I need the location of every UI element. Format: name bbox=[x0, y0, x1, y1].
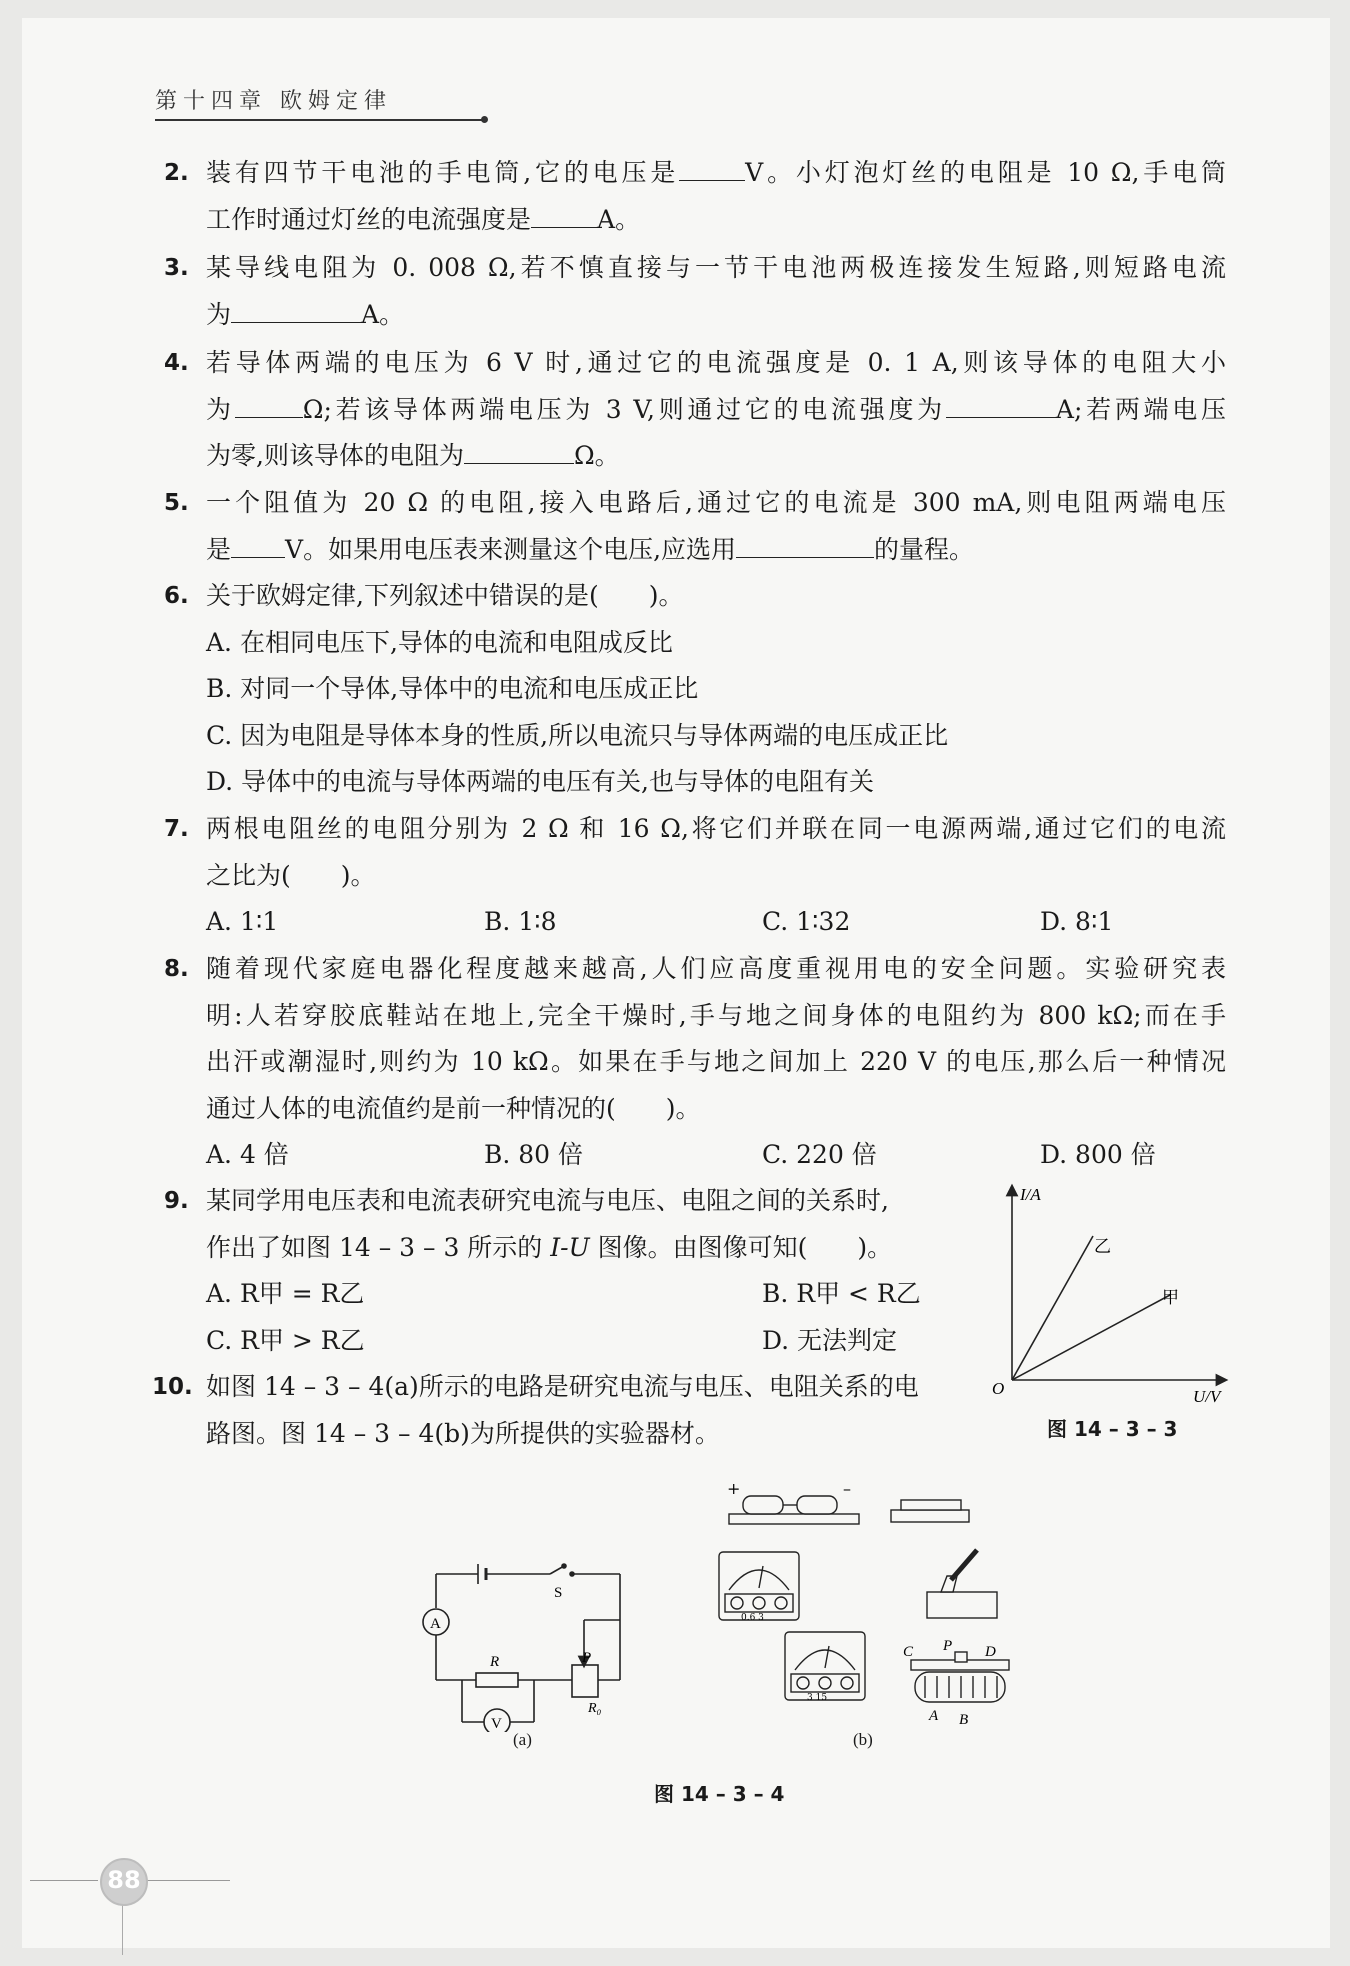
switch-base bbox=[891, 1510, 969, 1522]
question-stem: 关于欧姆定律,下列叙述中错误的是( )。 bbox=[206, 581, 684, 610]
question-5 bbox=[164, 480, 1226, 573]
question-line: 出汗或潮湿时,则约为 10 kΩ。如果在手与地之间加上 220 V 的电压,那么后一种情况 bbox=[206, 1047, 1226, 1076]
question-number: 6. bbox=[164, 583, 189, 609]
option-c: C. 1∶32 bbox=[762, 907, 851, 936]
battery-plus-label: + bbox=[727, 1480, 741, 1498]
resistor-label: R bbox=[490, 1654, 500, 1670]
footer-rule-right bbox=[146, 1880, 230, 1881]
rheostat bbox=[731, 1658, 732, 1659]
battery-box bbox=[729, 1514, 859, 1524]
question-line: 为零,则该导体的电阻为 Ω。 bbox=[206, 433, 1226, 480]
footer-rule-left bbox=[30, 1880, 98, 1881]
question-number: 2. bbox=[164, 160, 189, 186]
question-4 bbox=[164, 340, 1226, 480]
question-line: 作出了如图 14 – 3 – 3 所示的 I-U 图像。由图像可知( )。 bbox=[206, 1232, 893, 1262]
y-axis-label: I/A bbox=[1020, 1185, 1041, 1204]
rheostat-R0 bbox=[572, 1665, 598, 1697]
question-line: 一个阻值为 20 Ω 的电阻,接入电路后,通过它的电流是 300 mA,则电阻两端电压 bbox=[206, 488, 1226, 517]
options-row bbox=[206, 899, 1226, 946]
figure-14-3-4a-circuit bbox=[412, 1552, 642, 1732]
option-d: D. 导体中的电流与导体两端的电压有关,也与导体的电阻有关 bbox=[206, 767, 874, 796]
line-yi-label: 乙 bbox=[1094, 1237, 1111, 1257]
option-a: A. 4 倍 bbox=[206, 1140, 289, 1169]
question-9 bbox=[164, 1178, 986, 1364]
ammeter-label: A bbox=[430, 1616, 441, 1632]
options-row bbox=[206, 1132, 1226, 1179]
question-2 bbox=[164, 150, 1226, 243]
question-line: 为 Ω;若该导体两端电压为 3 V,则通过它的电流强度为 A;若两端电压 bbox=[206, 387, 1226, 434]
answer-blank bbox=[736, 532, 874, 558]
knife-switch bbox=[927, 1592, 997, 1618]
question-line: 通过人体的电流值约是前一种情况的( )。 bbox=[206, 1093, 701, 1123]
option-b: B. R甲 < R乙 bbox=[762, 1279, 921, 1308]
question-line: 是 V。如果用电压表来测量这个电压,应选用 的量程。 bbox=[206, 527, 1226, 574]
option-c: C. R甲 > R乙 bbox=[206, 1325, 365, 1355]
question-6 bbox=[164, 573, 1226, 806]
question-number: 8. bbox=[164, 956, 189, 982]
answer-blank bbox=[946, 392, 1056, 418]
x-axis-label: U/V bbox=[1193, 1387, 1221, 1406]
rheostat-terminal-a: A bbox=[929, 1708, 939, 1724]
figure-14-3-4-caption: 图 14 – 3 – 4 bbox=[654, 1782, 785, 1806]
question-10 bbox=[152, 1364, 986, 1457]
option-a: A. 1∶1 bbox=[206, 907, 279, 936]
option-c: C. 220 倍 bbox=[762, 1140, 877, 1169]
figure-14-3-3-caption: 图 14 – 3 – 3 bbox=[1047, 1417, 1178, 1441]
option-c: C. 因为电阻是导体本身的性质,所以电流只与导体两端的电压成正比 bbox=[206, 720, 949, 750]
figure-14-3-4a-label: (a) bbox=[513, 1730, 532, 1749]
question-line: 随着现代家庭电器化程度越来越高,人们应高度重视用电的安全问题。实验研究表 bbox=[206, 954, 1226, 983]
question-line: 如图 14 – 3 – 4(a)所示的电路是研究电流与电压、电阻关系的电 bbox=[206, 1372, 919, 1401]
answer-blank bbox=[235, 392, 303, 418]
resistor-R bbox=[476, 1673, 518, 1687]
answer-blank bbox=[464, 438, 574, 464]
options-row bbox=[206, 1271, 986, 1318]
line-jia-label: 甲 bbox=[1162, 1288, 1179, 1308]
question-number: 9. bbox=[164, 1188, 189, 1214]
question-number: 10. bbox=[152, 1374, 193, 1400]
question-line: 工作时通过灯丝的电流强度是 A。 bbox=[206, 197, 1226, 244]
battery-minus-label: – bbox=[843, 1480, 851, 1498]
ammeter-scale: 0.6 3 bbox=[741, 1613, 764, 1623]
footer-rule-vertical bbox=[122, 1905, 123, 1955]
answer-blank bbox=[531, 202, 597, 228]
header-rule-dot bbox=[481, 116, 488, 123]
option-b: B. 1∶8 bbox=[484, 907, 557, 936]
rheostat-terminal-d: D bbox=[985, 1644, 996, 1660]
question-line: 某同学用电压表和电流表研究电流与电压、电阻之间的关系时, bbox=[206, 1186, 889, 1215]
voltmeter-scale: 3 15 bbox=[807, 1693, 828, 1703]
question-3 bbox=[164, 245, 1226, 338]
question-number: 5. bbox=[164, 490, 189, 516]
option-b: B. 对同一个导体,导体中的电流和电压成正比 bbox=[206, 674, 699, 703]
question-number: 4. bbox=[164, 350, 189, 376]
voltmeter-label: V bbox=[491, 1716, 502, 1732]
figure-14-3-3-graph bbox=[990, 1180, 1230, 1410]
answer-blank bbox=[679, 155, 745, 181]
answer-blank bbox=[231, 532, 285, 558]
figure-14-3-4b-equipment bbox=[715, 1480, 1025, 1740]
question-line: 明:人若穿胶底鞋站在地上,完全干燥时,手与地之间身体的电阻约为 800 kΩ;而在手 bbox=[206, 1000, 1226, 1030]
question-7 bbox=[164, 806, 1226, 946]
slider-label: P bbox=[582, 1650, 592, 1666]
question-line: 之比为( )。 bbox=[206, 860, 376, 890]
question-number: 3. bbox=[164, 255, 189, 281]
answer-blank bbox=[231, 297, 361, 323]
question-line: 某导线电阻为 0. 008 Ω,若不慎直接与一节干电池两极连接发生短路,则短路电流 bbox=[206, 253, 1226, 282]
question-number: 7. bbox=[164, 816, 189, 842]
option-d: D. 800 倍 bbox=[1040, 1140, 1156, 1169]
question-line: 为 A。 bbox=[206, 292, 1226, 339]
switch-label: S bbox=[554, 1585, 563, 1601]
question-8 bbox=[164, 946, 1226, 1179]
rheostat-terminal-c: C bbox=[903, 1644, 914, 1660]
options-row bbox=[206, 1318, 986, 1365]
header-rule bbox=[155, 119, 485, 121]
rheostat-terminal-p: P bbox=[943, 1638, 953, 1654]
rheostat-terminal-b: B bbox=[959, 1712, 969, 1728]
question-line: 若导体两端的电压为 6 V 时,通过它的电流强度是 0. 1 A,则该导体的电阻大小 bbox=[206, 348, 1226, 377]
option-d: D. 8∶1 bbox=[1040, 907, 1114, 936]
question-line: 装有四节干电池的手电筒,它的电压是 V。小灯泡灯丝的电阻是 10 Ω,手电筒 bbox=[206, 150, 1226, 197]
figure-14-3-4b-label: (b) bbox=[853, 1730, 873, 1749]
option-b: B. 80 倍 bbox=[484, 1140, 584, 1169]
option-a: A. R甲 = R乙 bbox=[206, 1279, 365, 1308]
page-number: 88 bbox=[107, 1866, 141, 1894]
origin-label: O bbox=[992, 1379, 1005, 1398]
chapter-header: 第十四章 欧姆定律 bbox=[155, 89, 392, 114]
option-a: A. 在相同电压下,导体的电流和电阻成反比 bbox=[206, 627, 673, 657]
option-d: D. 无法判定 bbox=[762, 1325, 898, 1355]
rheostat-label: R₀ bbox=[588, 1701, 602, 1716]
question-line: 两根电阻丝的电阻分别为 2 Ω 和 16 Ω,将它们并联在同一电源两端,通过它们的电流 bbox=[206, 814, 1226, 843]
question-line: 路图。图 14 – 3 – 4(b)为所提供的实验器材。 bbox=[206, 1418, 720, 1448]
